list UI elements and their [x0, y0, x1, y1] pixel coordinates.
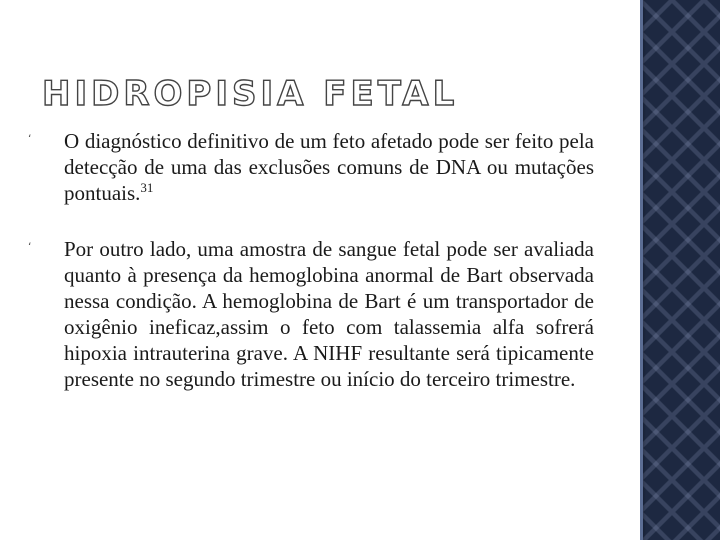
bullet-marker-icon: ʻ	[28, 132, 32, 145]
bullet-text	[64, 236, 594, 392]
bullet-marker-icon: ʻ	[28, 240, 32, 253]
bullet-text-body: O diagnóstico definitivo de um feto afetado pode ser feito pela detecção de uma das exclusões comuns de DNA ou mutações pontuais.	[64, 129, 594, 205]
slide-title: HIDROPISIA FETAL	[42, 74, 459, 114]
bullet-item	[28, 236, 594, 392]
bullet-item	[28, 128, 594, 206]
reference-superscript: 31	[140, 180, 154, 195]
decorative-side-panel	[640, 0, 720, 540]
bullet-text-body: Por outro lado, uma amostra de sangue fetal pode ser avaliada quanto à presença da hemoglobina anormal de Bart observada nessa condição. A hemoglobina de Bart é um transportador de oxigênio ineficaz,assim o feto com talassemia alfa sofrerá hipoxia intrauterina grave. A NIHF resultante será tipicamente presente no segundo trimestre ou início do terceiro trimestre.	[64, 237, 594, 391]
side-panel-edge	[640, 0, 643, 540]
bullet-list	[28, 128, 594, 422]
bullet-text	[64, 128, 594, 206]
